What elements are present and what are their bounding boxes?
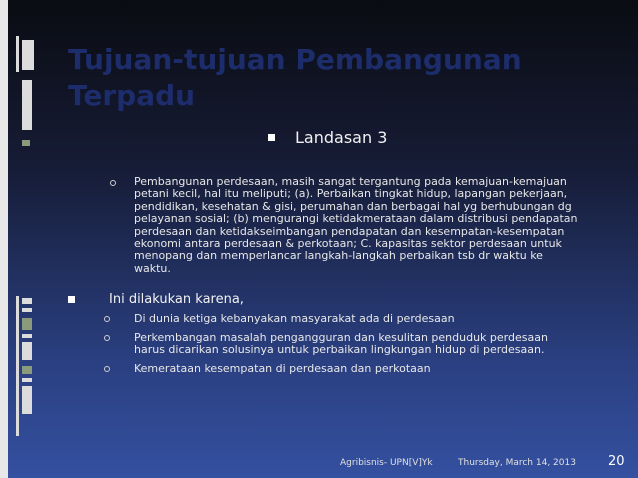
- paragraph-text: [108, 176, 596, 275]
- square-bullet-icon: [68, 296, 75, 303]
- paragraph-line: perdesaan dan ketidakseimbangan pendapatan dan kesempatan-kesempatan: [134, 224, 565, 238]
- left-accent-bar: [0, 0, 8, 478]
- paragraph-line: ekonomi antara perdesaan & perkotaan; C. kapasitas sektor perdesaan untuk: [134, 237, 562, 251]
- main-paragraph: [108, 176, 596, 275]
- ini-bullet: [68, 292, 244, 307]
- paragraph-line: petani kecil, hal itu meliputi; (a). Perbaikan tingkat hidup, lapangan pekerjaan,: [134, 187, 568, 201]
- list-item-line: Di dunia ketiga kebanyakan masyarakat ada di perdesaan: [134, 312, 455, 325]
- page-number: 20: [608, 454, 625, 469]
- sub-list: [98, 313, 588, 381]
- paragraph-line: pendidikan, kesehatan & gisi, perumahan dan berbagai hal yg berhubungan dg: [134, 199, 572, 213]
- paragraph-line: Pembangunan perdesaan, masih sangat tergantung pada kemajuan-kemajuan: [134, 175, 567, 188]
- paragraph-line: menopang dan memperlancar langkah-langkah perbaikan tsb dr waktu ke: [134, 249, 543, 263]
- list-item-line: harus dicarikan solusinya untuk perbaikan lingkungan hidup di perdesaan.: [134, 343, 545, 357]
- ring-bullet-icon: [104, 316, 110, 322]
- ini-text: Ini dilakukan karena,: [109, 292, 244, 307]
- list-item: [98, 332, 588, 357]
- ring-bullet-icon: [110, 180, 116, 186]
- list-item-line: Perkembangan masalah pengangguran dan kesulitan penduduk perdesaan: [134, 330, 548, 344]
- list-item: [98, 363, 588, 376]
- paragraph-line: pelayanan sosial; (b) mengurangi ketidakmerataan dalam distribusi pendapatan: [134, 212, 578, 226]
- list-item-line: Kemerataan kesempatan di perdesaan dan perkotaan: [134, 361, 431, 375]
- slide-title: [68, 42, 588, 114]
- decorative-bars: [16, 36, 36, 436]
- ring-bullet-icon: [104, 366, 110, 372]
- paragraph-line: waktu.: [134, 261, 171, 275]
- title-line-1: Tujuan-tujuan Pembangunan: [68, 43, 522, 76]
- landasan-text: Landasan 3: [295, 128, 388, 147]
- list-item: [98, 313, 588, 326]
- square-bullet-icon: [268, 134, 275, 141]
- landasan-heading: [268, 128, 387, 147]
- ring-bullet-icon: [104, 335, 110, 341]
- footer-org: Agribisnis- UPN[V]Yk: [340, 458, 433, 468]
- footer-date: Thursday, March 14, 2013: [458, 458, 576, 468]
- title-line-2: Terpadu: [68, 79, 196, 112]
